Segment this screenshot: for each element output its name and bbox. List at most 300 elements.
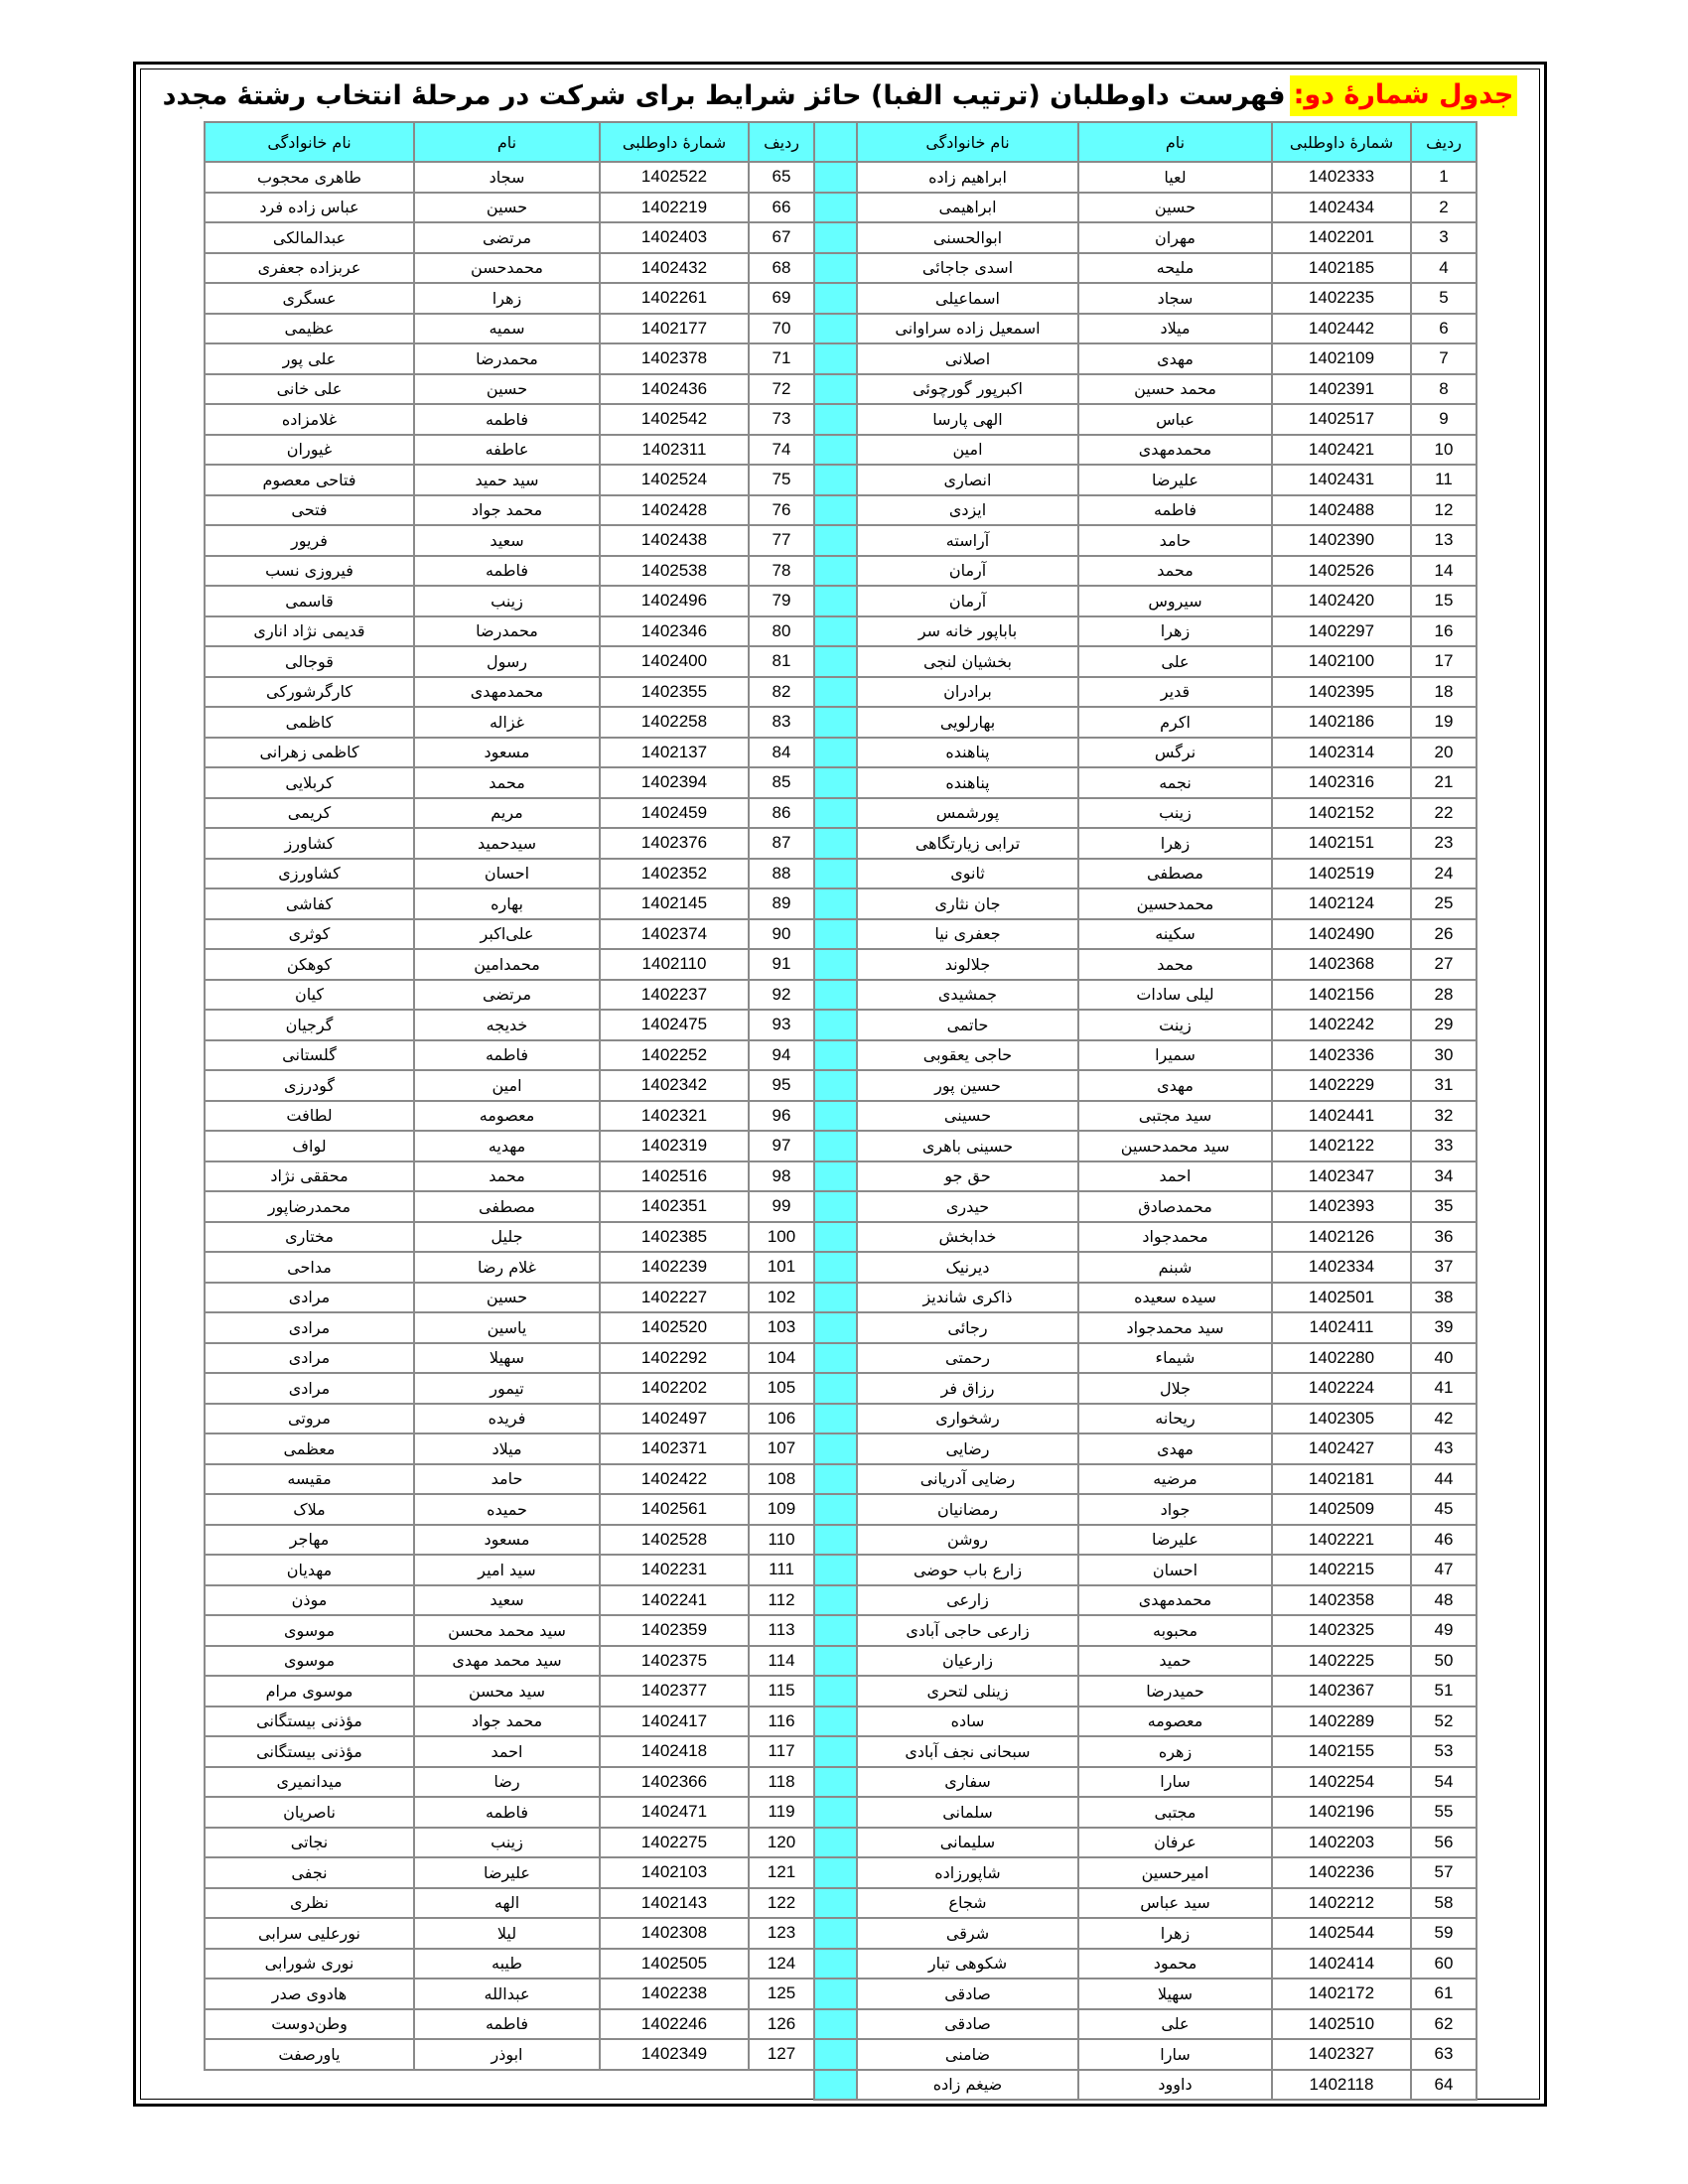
separator-cell bbox=[814, 1525, 857, 1556]
candidate-id-cell: 1402103 bbox=[600, 1857, 749, 1888]
candidate-id-cell: 1402400 bbox=[600, 646, 749, 677]
first-name-cell: مهدی bbox=[1078, 1433, 1272, 1464]
table-row bbox=[205, 1191, 857, 1222]
table-row bbox=[205, 1555, 857, 1585]
table-row bbox=[857, 707, 1477, 738]
table-row bbox=[857, 767, 1477, 798]
candidate-id-cell: 1402355 bbox=[600, 677, 749, 708]
last-name-cell: فتحی bbox=[205, 495, 414, 526]
row-number-cell: 61 bbox=[1411, 1979, 1477, 2009]
last-name-cell: خدابخش bbox=[857, 1222, 1078, 1253]
row-number-cell: 82 bbox=[749, 677, 814, 708]
last-name-cell: میدانمیری bbox=[205, 1767, 414, 1798]
last-name-cell: آرمان bbox=[857, 556, 1078, 587]
separator-cell bbox=[814, 1857, 857, 1888]
table-row bbox=[205, 2070, 857, 2101]
first-name-cell: امیرحسین bbox=[1078, 1857, 1272, 1888]
row-number-cell: 103 bbox=[749, 1312, 814, 1343]
table-row bbox=[205, 222, 857, 253]
row-number-cell: 56 bbox=[1411, 1828, 1477, 1858]
candidate-id-cell: 1402227 bbox=[600, 1283, 749, 1313]
candidate-id-cell: 1402352 bbox=[600, 859, 749, 889]
title-text: فهرست داوطلبان (ترتیب الفبا) حائز شرایط برای شرکت در مرحلۀ انتخاب رشتۀ مجدد bbox=[162, 79, 1286, 111]
separator-cell bbox=[814, 1222, 857, 1253]
last-name-cell: مهدیان bbox=[205, 1555, 414, 1585]
first-name-cell: حمیده bbox=[414, 1494, 600, 1525]
candidate-id-cell: 1402137 bbox=[600, 738, 749, 768]
row-number-cell: 40 bbox=[1411, 1343, 1477, 1374]
table-row bbox=[205, 2039, 857, 2070]
candidate-id-cell: 1402252 bbox=[600, 1040, 749, 1071]
first-name-cell: لعیا bbox=[1078, 162, 1272, 193]
candidate-id-cell: 1402528 bbox=[600, 1525, 749, 1556]
row-number-cell: 59 bbox=[1411, 1918, 1477, 1949]
table-row bbox=[205, 1131, 857, 1161]
row-number-cell: 60 bbox=[1411, 1949, 1477, 1979]
row-number-cell: 125 bbox=[749, 1979, 814, 2009]
first-name-cell: الهه bbox=[414, 1888, 600, 1919]
last-name-cell: سبحانی نجف آبادی bbox=[857, 1736, 1078, 1767]
first-name-cell: حمیدرضا bbox=[1078, 1676, 1272, 1706]
table-row bbox=[857, 1494, 1477, 1525]
first-name-cell: مجتبی bbox=[1078, 1797, 1272, 1828]
table-row bbox=[857, 586, 1477, 616]
last-name-cell: عسگری bbox=[205, 283, 414, 314]
first-name-cell: حمید bbox=[1078, 1646, 1272, 1677]
table-row bbox=[205, 2009, 857, 2040]
table-row bbox=[205, 1646, 857, 1677]
last-name-cell: ابوالحسنی bbox=[857, 222, 1078, 253]
table-row bbox=[205, 859, 857, 889]
row-number-cell: 120 bbox=[749, 1828, 814, 1858]
table-row bbox=[857, 1101, 1477, 1132]
last-name-cell: ایزدی bbox=[857, 495, 1078, 526]
table-row bbox=[205, 1312, 857, 1343]
table-row bbox=[205, 1433, 857, 1464]
separator-cell bbox=[814, 1767, 857, 1798]
table-row bbox=[857, 1283, 1477, 1313]
row-number-cell: 39 bbox=[1411, 1312, 1477, 1343]
first-name-cell: زهره bbox=[1078, 1736, 1272, 1767]
first-name-cell: عبدالله bbox=[414, 1979, 600, 2009]
separator-cell bbox=[814, 1343, 857, 1374]
first-name-cell: سیروس bbox=[1078, 586, 1272, 616]
table-row bbox=[205, 1494, 857, 1525]
separator-cell bbox=[814, 1312, 857, 1343]
candidate-id-cell: 1402224 bbox=[1272, 1373, 1411, 1404]
candidate-id-cell: 1402496 bbox=[600, 586, 749, 616]
row-number-cell: 127 bbox=[749, 2039, 814, 2070]
first-name-cell: غزاله bbox=[414, 707, 600, 738]
table-row bbox=[205, 435, 857, 466]
table-row bbox=[857, 888, 1477, 919]
title-highlight: جدول شمارۀ دو: bbox=[1290, 75, 1518, 116]
separator-cell bbox=[814, 222, 857, 253]
table-row bbox=[205, 1373, 857, 1404]
table-row bbox=[857, 1979, 1477, 2009]
first-name-cell: مهدی bbox=[1078, 343, 1272, 374]
candidate-id-cell: 1402126 bbox=[1272, 1222, 1411, 1253]
last-name-cell: مؤذنی بیستگانی bbox=[205, 1706, 414, 1737]
separator-cell bbox=[814, 1161, 857, 1192]
candidate-id-cell: 1402414 bbox=[1272, 1949, 1411, 1979]
candidate-id-cell: 1402526 bbox=[1272, 556, 1411, 587]
row-number-cell: 69 bbox=[749, 283, 814, 314]
row-number-cell: 52 bbox=[1411, 1706, 1477, 1737]
separator-cell bbox=[814, 1464, 857, 1495]
first-name-cell: محمدحسن bbox=[414, 253, 600, 284]
candidate-id-cell: 1402505 bbox=[600, 1949, 749, 1979]
last-name-cell: کریمی bbox=[205, 798, 414, 829]
candidate-id-cell: 1402261 bbox=[600, 283, 749, 314]
candidate-id-cell: 1402542 bbox=[600, 404, 749, 435]
separator-cell bbox=[814, 343, 857, 374]
last-name-cell: رحمتی bbox=[857, 1343, 1078, 1374]
table-row bbox=[857, 465, 1477, 495]
table-row bbox=[857, 2009, 1477, 2040]
first-name-cell: عباس bbox=[1078, 404, 1272, 435]
first-name-cell: سعید bbox=[414, 1585, 600, 1616]
table-row bbox=[857, 1404, 1477, 1434]
last-name-cell: لطافت bbox=[205, 1101, 414, 1132]
table-row bbox=[857, 1525, 1477, 1556]
table-row bbox=[857, 1646, 1477, 1677]
last-name-cell: قوجالی bbox=[205, 646, 414, 677]
table-row bbox=[205, 1888, 857, 1919]
row-number-cell: 67 bbox=[749, 222, 814, 253]
row-number-cell: 73 bbox=[749, 404, 814, 435]
first-name-cell: معصومه bbox=[414, 1101, 600, 1132]
table-row bbox=[205, 1161, 857, 1192]
first-name-cell: سجاد bbox=[414, 162, 600, 193]
last-name-cell: صادقی bbox=[857, 1979, 1078, 2009]
last-name-cell: علی پور bbox=[205, 343, 414, 374]
last-name-cell: مهاجر bbox=[205, 1525, 414, 1556]
separator-cell bbox=[814, 586, 857, 616]
candidate-id-cell: 1402237 bbox=[600, 980, 749, 1011]
last-name-cell: کفاشی bbox=[205, 888, 414, 919]
separator-cell bbox=[814, 374, 857, 405]
first-name-cell: محمد جواد bbox=[414, 495, 600, 526]
first-name-cell: احسان bbox=[1078, 1555, 1272, 1585]
candidate-id-cell: 1402143 bbox=[600, 1888, 749, 1919]
last-name-cell: دیرنیک bbox=[857, 1252, 1078, 1283]
first-name-cell: محمد حسین bbox=[1078, 374, 1272, 405]
table-row bbox=[205, 616, 857, 647]
row-number-cell: 80 bbox=[749, 616, 814, 647]
first-name-cell: ملیحه bbox=[1078, 253, 1272, 284]
table-row bbox=[205, 828, 857, 859]
candidate-id-cell: 1402428 bbox=[600, 495, 749, 526]
candidate-id-cell: 1402475 bbox=[600, 1010, 749, 1040]
first-name-cell: مریم bbox=[414, 798, 600, 829]
first-name-cell: شیماء bbox=[1078, 1343, 1272, 1374]
first-name-cell: تیمور bbox=[414, 1373, 600, 1404]
last-name-cell: زارع باب حوضی bbox=[857, 1555, 1078, 1585]
first-name-cell: علی‌اکبر bbox=[414, 919, 600, 950]
first-name-cell: زهرا bbox=[1078, 616, 1272, 647]
separator-cell bbox=[814, 1676, 857, 1706]
separator-cell bbox=[814, 738, 857, 768]
row-number-cell: 64 bbox=[1411, 2070, 1477, 2101]
table-row bbox=[205, 677, 857, 708]
candidate-id-cell: 1402358 bbox=[1272, 1585, 1411, 1616]
first-name-cell: اکرم bbox=[1078, 707, 1272, 738]
last-name-cell: کربلایی bbox=[205, 767, 414, 798]
table-row bbox=[857, 1797, 1477, 1828]
table-row bbox=[205, 980, 857, 1011]
row-number-cell: 114 bbox=[749, 1646, 814, 1677]
first-name-cell: ابوذر bbox=[414, 2039, 600, 2070]
table-row bbox=[857, 283, 1477, 314]
last-name-cell: قدیمی نژاد اناری bbox=[205, 616, 414, 647]
first-name-cell: مصطفی bbox=[414, 1191, 600, 1222]
row-number-cell: 1 bbox=[1411, 162, 1477, 193]
last-name-cell: محققی نژاد bbox=[205, 1161, 414, 1192]
last-name-cell: کیان bbox=[205, 980, 414, 1011]
candidate-id-cell: 1402275 bbox=[600, 1828, 749, 1858]
first-name-cell: مهران bbox=[1078, 222, 1272, 253]
last-name-cell: گودرزی bbox=[205, 1070, 414, 1101]
last-name-cell: فیروزی نسب bbox=[205, 556, 414, 587]
first-name-cell: مرتضی bbox=[414, 980, 600, 1011]
last-name-cell: ضامنی bbox=[857, 2039, 1078, 2070]
table-row bbox=[205, 646, 857, 677]
first-name-cell: لیلی سادات bbox=[1078, 980, 1272, 1011]
row-number-cell: 94 bbox=[749, 1040, 814, 1071]
row-number-cell: 92 bbox=[749, 980, 814, 1011]
row-number-cell: 21 bbox=[1411, 767, 1477, 798]
row-number-cell: 97 bbox=[749, 1131, 814, 1161]
last-name-cell: زینلی لتحری bbox=[857, 1676, 1078, 1706]
first-name-cell: محمدمهدی bbox=[414, 677, 600, 708]
row-number-cell: 36 bbox=[1411, 1222, 1477, 1253]
first-name-cell: مصطفی bbox=[1078, 859, 1272, 889]
first-name-cell: فاطمه bbox=[414, 2009, 600, 2040]
row-number-cell: 93 bbox=[749, 1010, 814, 1040]
separator-cell bbox=[814, 1373, 857, 1404]
table-row bbox=[205, 343, 857, 374]
candidate-id-cell: 1402420 bbox=[1272, 586, 1411, 616]
row-number-cell: 98 bbox=[749, 1161, 814, 1192]
separator-cell bbox=[814, 162, 857, 193]
last-name-cell: اسدی جاجائی bbox=[857, 253, 1078, 284]
first-name-cell: سید محمد مهدی bbox=[414, 1646, 600, 1677]
page-title bbox=[140, 71, 1540, 119]
first-name-cell: محمدمهدی bbox=[1078, 1585, 1272, 1616]
row-number-cell: 118 bbox=[749, 1767, 814, 1798]
last-name-cell: وطن‌دوست bbox=[205, 2009, 414, 2040]
candidate-id-cell: 1402342 bbox=[600, 1070, 749, 1101]
first-name-cell: رضا bbox=[414, 1767, 600, 1798]
candidate-id-cell: 1402231 bbox=[600, 1555, 749, 1585]
candidate-id-cell: 1402509 bbox=[1272, 1494, 1411, 1525]
last-name-cell: عباس زاده فرد bbox=[205, 193, 414, 223]
candidate-id-cell bbox=[600, 2070, 749, 2101]
candidate-id-cell: 1402225 bbox=[1272, 1646, 1411, 1677]
candidate-id-cell: 1402155 bbox=[1272, 1736, 1411, 1767]
candidate-id-cell: 1402145 bbox=[600, 888, 749, 919]
separator-cell bbox=[814, 1010, 857, 1040]
row-number-cell: 6 bbox=[1411, 314, 1477, 344]
separator-cell bbox=[814, 1555, 857, 1585]
last-name-cell: ترابی زیارتگاهی bbox=[857, 828, 1078, 859]
table-row bbox=[857, 162, 1477, 193]
candidate-id-cell: 1402367 bbox=[1272, 1676, 1411, 1706]
first-name-cell: محبوبه bbox=[1078, 1615, 1272, 1646]
table-row bbox=[205, 1979, 857, 2009]
first-name-cell: جواد bbox=[1078, 1494, 1272, 1525]
last-name-cell: زارعی حاجی آبادی bbox=[857, 1615, 1078, 1646]
row-number-cell: 108 bbox=[749, 1464, 814, 1495]
candidate-id-cell: 1402391 bbox=[1272, 374, 1411, 405]
first-name-cell: محمد جواد bbox=[414, 1706, 600, 1737]
last-name-cell: شجاع bbox=[857, 1888, 1078, 1919]
candidate-id-cell: 1402524 bbox=[600, 465, 749, 495]
last-name-cell: حاجی یعقوبی bbox=[857, 1040, 1078, 1071]
row-number-cell: 81 bbox=[749, 646, 814, 677]
last-name-cell: اسماعیلی bbox=[857, 283, 1078, 314]
last-name-cell: معظمی bbox=[205, 1433, 414, 1464]
table-row bbox=[205, 949, 857, 980]
last-name-cell: برادران bbox=[857, 677, 1078, 708]
first-name-cell: حسین bbox=[414, 374, 600, 405]
candidate-id-cell: 1402186 bbox=[1272, 707, 1411, 738]
separator-cell bbox=[814, 677, 857, 708]
row-number-cell: 2 bbox=[1411, 193, 1477, 223]
first-name-cell: مهدیه bbox=[414, 1131, 600, 1161]
separator-cell bbox=[814, 2009, 857, 2040]
row-number-cell: 104 bbox=[749, 1343, 814, 1374]
last-name-cell: پورشمس bbox=[857, 798, 1078, 829]
first-name-cell: فاطمه bbox=[414, 1040, 600, 1071]
first-name-cell: علیرضا bbox=[1078, 465, 1272, 495]
candidate-id-cell: 1402235 bbox=[1272, 283, 1411, 314]
last-name-cell: کاظمی زهرانی bbox=[205, 738, 414, 768]
separator-cell bbox=[814, 525, 857, 556]
last-name-cell: محمدرضاپور bbox=[205, 1191, 414, 1222]
row-number-cell: 58 bbox=[1411, 1888, 1477, 1919]
last-name-cell: موسوی مرام bbox=[205, 1676, 414, 1706]
row-number-cell: 13 bbox=[1411, 525, 1477, 556]
first-name-cell: احمد bbox=[1078, 1161, 1272, 1192]
row-number-cell: 72 bbox=[749, 374, 814, 405]
row-number-cell: 63 bbox=[1411, 2039, 1477, 2070]
table-row bbox=[857, 798, 1477, 829]
candidate-id-cell: 1402394 bbox=[600, 767, 749, 798]
candidates-table-left bbox=[204, 121, 858, 2101]
row-number-cell: 88 bbox=[749, 859, 814, 889]
table-row bbox=[857, 343, 1477, 374]
table-row bbox=[205, 767, 857, 798]
last-name-cell: حیدری bbox=[857, 1191, 1078, 1222]
first-name-cell: امین bbox=[414, 1070, 600, 1101]
first-name-cell: شبنم bbox=[1078, 1252, 1272, 1283]
first-name-cell: سارا bbox=[1078, 1767, 1272, 1798]
table-row bbox=[205, 888, 857, 919]
table-row bbox=[857, 1131, 1477, 1161]
last-name-cell: هادوی صدر bbox=[205, 1979, 414, 2009]
candidate-id-cell: 1402242 bbox=[1272, 1010, 1411, 1040]
last-name-cell: یاورصفت bbox=[205, 2039, 414, 2070]
first-name-cell: سید عباس bbox=[1078, 1888, 1272, 1919]
row-number-cell: 49 bbox=[1411, 1615, 1477, 1646]
last-name-cell: زارعی bbox=[857, 1585, 1078, 1616]
candidate-id-cell: 1402371 bbox=[600, 1433, 749, 1464]
separator-cell bbox=[814, 556, 857, 587]
table-row bbox=[205, 1222, 857, 1253]
candidate-id-cell: 1402422 bbox=[600, 1464, 749, 1495]
table-row bbox=[857, 1767, 1477, 1798]
row-number-cell: 45 bbox=[1411, 1494, 1477, 1525]
first-name-cell: زینب bbox=[414, 586, 600, 616]
table-row bbox=[857, 1191, 1477, 1222]
last-name-cell: فتاحی معصوم bbox=[205, 465, 414, 495]
candidate-id-cell: 1402100 bbox=[1272, 646, 1411, 677]
row-number-cell: 24 bbox=[1411, 859, 1477, 889]
table-row bbox=[857, 374, 1477, 405]
table-row bbox=[205, 283, 857, 314]
table-row bbox=[205, 1706, 857, 1737]
candidate-id-cell: 1402442 bbox=[1272, 314, 1411, 344]
first-name-cell: نرگس bbox=[1078, 738, 1272, 768]
first-name-cell: محمد bbox=[1078, 949, 1272, 980]
first-name-cell: محمدمهدی bbox=[1078, 435, 1272, 466]
candidate-id-cell: 1402254 bbox=[1272, 1767, 1411, 1798]
candidate-id-cell: 1402411 bbox=[1272, 1312, 1411, 1343]
table-row bbox=[857, 1464, 1477, 1495]
row-number-cell: 54 bbox=[1411, 1767, 1477, 1798]
table-row bbox=[857, 1555, 1477, 1585]
last-name-cell: رجائی bbox=[857, 1312, 1078, 1343]
first-name-cell: مسعود bbox=[414, 738, 600, 768]
candidate-id-cell: 1402561 bbox=[600, 1494, 749, 1525]
separator-cell bbox=[814, 1706, 857, 1737]
candidate-id-cell: 1402522 bbox=[600, 162, 749, 193]
table-row bbox=[205, 1252, 857, 1283]
first-name-cell: فاطمه bbox=[414, 556, 600, 587]
candidate-id-cell: 1402434 bbox=[1272, 193, 1411, 223]
table-row bbox=[857, 1857, 1477, 1888]
first-name-cell: زینب bbox=[1078, 798, 1272, 829]
row-number-cell: 107 bbox=[749, 1433, 814, 1464]
table-row bbox=[205, 707, 857, 738]
table-row bbox=[205, 798, 857, 829]
table-row bbox=[857, 404, 1477, 435]
last-name-cell bbox=[205, 2070, 414, 2101]
separator-cell bbox=[814, 1918, 857, 1949]
table-row bbox=[857, 1161, 1477, 1192]
first-name-cell: سارا bbox=[1078, 2039, 1272, 2070]
first-name-cell: سید حمید bbox=[414, 465, 600, 495]
first-name-cell: سید محمدجواد bbox=[1078, 1312, 1272, 1343]
row-number-cell: 99 bbox=[749, 1191, 814, 1222]
first-name-cell: محمدصادق bbox=[1078, 1191, 1272, 1222]
table-row bbox=[857, 435, 1477, 466]
first-name-cell: حامد bbox=[1078, 525, 1272, 556]
first-name-cell: احمد bbox=[414, 1736, 600, 1767]
row-number-cell: 68 bbox=[749, 253, 814, 284]
separator-cell bbox=[814, 1979, 857, 2009]
table-row bbox=[857, 1433, 1477, 1464]
separator-cell bbox=[814, 1888, 857, 1919]
first-name-cell: عاطفه bbox=[414, 435, 600, 466]
candidate-id-cell: 1402152 bbox=[1272, 798, 1411, 829]
table-row bbox=[205, 525, 857, 556]
separator-cell bbox=[814, 2039, 857, 2070]
candidate-id-cell: 1402441 bbox=[1272, 1101, 1411, 1132]
separator-cell bbox=[814, 193, 857, 223]
